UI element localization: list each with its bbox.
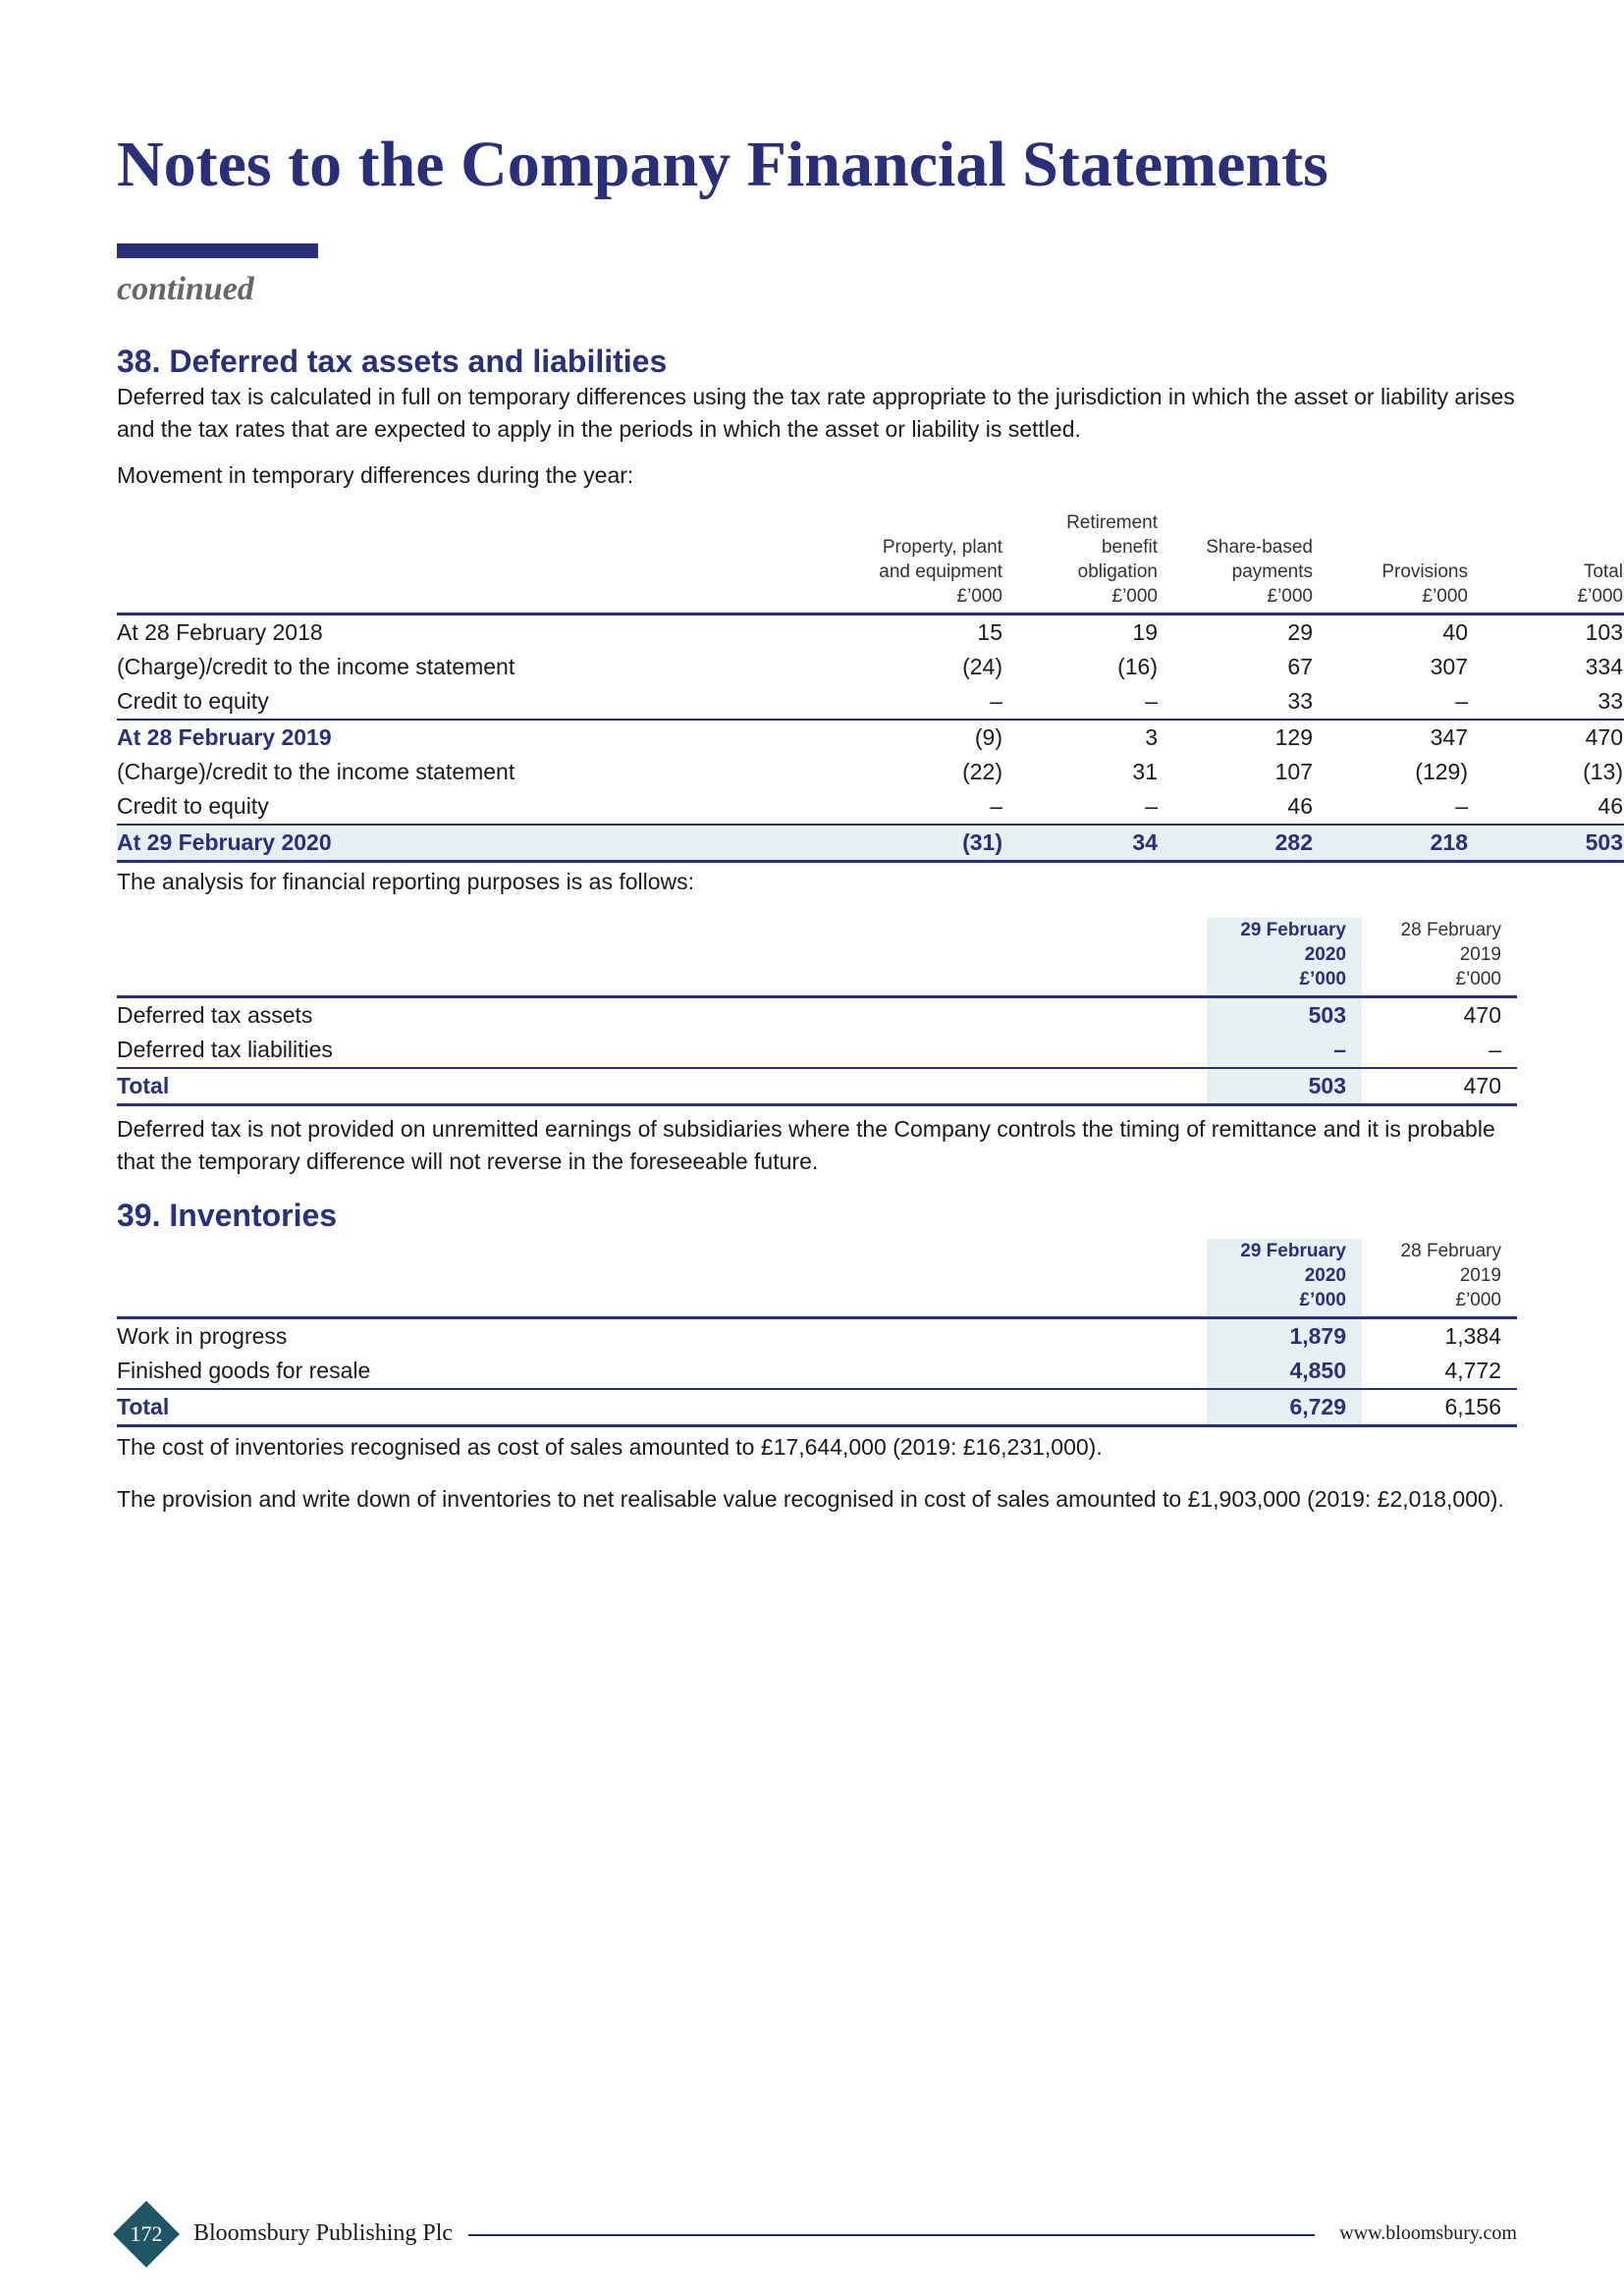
col-header-share-based: Share-based payments £’000 — [1173, 510, 1328, 614]
table-row: Credit to equity – – 46 – 46 — [117, 793, 1623, 819]
page-number: 172 — [130, 2221, 163, 2246]
page-title: Notes to the Company Financial Statements — [117, 129, 1328, 200]
note-39-heading: 39. Inventories — [117, 1198, 338, 1233]
table-row: At 28 February 2018 15 19 29 40 103 — [117, 619, 1623, 645]
table-row: Finished goods for resale 4,850 4,772 — [117, 1354, 1517, 1389]
table-row: Work in progress 1,879 1,384 — [117, 1318, 1517, 1355]
col-header-2020: 29 February 2020 £’000 — [1207, 918, 1362, 997]
note-38-intro: Deferred tax is calculated in full on temporary differences using the tax rate appropriate to the jurisdiction in which the asset or liability arises and the tax rates that are expected to apply in the periods in which the asset or liability is settled. — [117, 384, 1515, 442]
movement-caption: Movement in temporary differences during the year: — [117, 462, 634, 488]
col-header-2020: 29 February 2020 £’000 — [1207, 1239, 1362, 1318]
footer — [117, 2209, 1517, 2268]
movement-header-blank — [117, 510, 743, 614]
col-header-2019: 28 February 2019 £’000 — [1362, 918, 1517, 997]
table-row: Deferred tax assets 503 470 — [117, 997, 1517, 1034]
movement-table — [117, 510, 1624, 863]
col-header-retirement: Retirement benefit obligation £’000 — [1018, 510, 1173, 614]
col-header-ppe: Property, plant and equipment £’000 — [743, 510, 1018, 614]
table-row-total: Total 6,729 6,156 — [117, 1389, 1517, 1426]
analysis-caption: The analysis for financial reporting purposes is as follows: — [117, 869, 695, 894]
note-38-heading: 38. Deferred tax assets and liabilities — [117, 344, 668, 379]
footer-divider — [468, 2234, 1315, 2236]
col-header-total: Total £’000 — [1484, 510, 1624, 614]
title-underline-bar — [117, 243, 318, 258]
table-row-total: At 29 February 2020 (31) 34 282 218 503 — [117, 825, 1624, 862]
inventories-table — [117, 1239, 1517, 1427]
table-row: Deferred tax liabilities – – — [117, 1033, 1517, 1068]
col-header-provisions: Provisions £’000 — [1328, 510, 1484, 614]
footer-company-name: Bloomsbury Publishing Plc — [193, 2220, 454, 2246]
table-row: Credit to equity – – 33 – 33 — [117, 688, 1623, 714]
footer-website: www.bloomsbury.com — [1339, 2222, 1517, 2244]
analysis-table — [117, 918, 1517, 1106]
table-row-total: Total 503 470 — [117, 1068, 1517, 1105]
col-header-2019: 28 February 2019 £’000 — [1362, 1239, 1517, 1318]
table-row-subtotal: At 28 February 2019 (9) 3 129 347 470 — [117, 720, 1624, 755]
continued-label: continued — [117, 271, 254, 307]
note-38-closing: Deferred tax is not provided on unremitted earnings of subsidiaries where the Company controls the timing of remittance and it is probable that the temporary difference will not reverse in the foreseeable future. — [117, 1116, 1495, 1174]
table-row: (Charge)/credit to the income statement (24) (16) 67 307 334 — [117, 654, 1623, 679]
table-row: (Charge)/credit to the income statement (22) 31 107 (129) (13) — [117, 759, 1623, 784]
note-39-paragraph-2: The provision and write down of inventories to net realisable value recognised in cost of sales amounted to £1,903,000 (2019: £2,018,000). — [117, 1486, 1504, 1512]
note-39-paragraph-1: The cost of inventories recognised as cost of sales amounted to £17,644,000 (2019: £16,231,000). — [117, 1434, 1103, 1460]
